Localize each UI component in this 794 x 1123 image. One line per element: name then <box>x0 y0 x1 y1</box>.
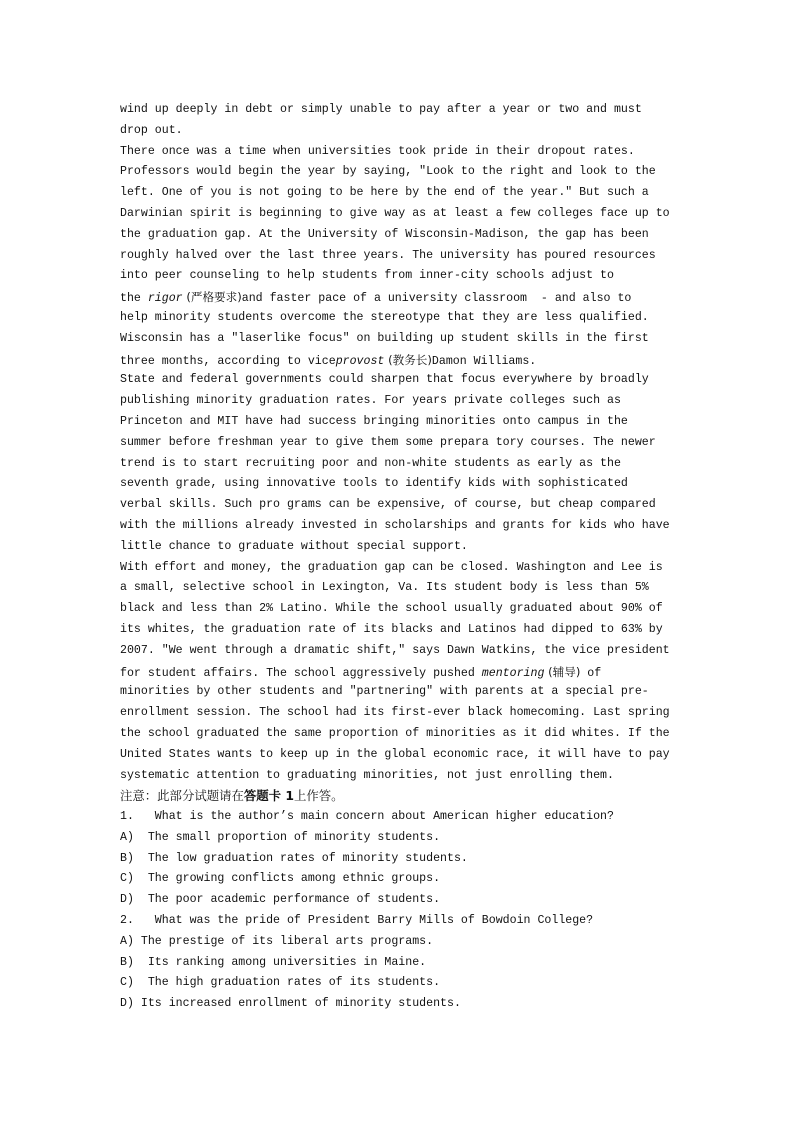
question-stem: 2. What was the pride of President Barry Mills of Bowdoin College? <box>120 914 594 928</box>
answer-option: C) The growing conflicts among ethnic groups. <box>120 872 441 886</box>
passage-line: help minority students overcome the stereotype that they are less qualified. <box>120 310 649 324</box>
passage-line: left. One of you is not going to be here by the end of the year." But such a <box>120 186 649 200</box>
answer-option: A) The prestige of its liberal arts programs. <box>120 934 434 948</box>
answer-option: D) The poor academic performance of students. <box>120 893 441 907</box>
passage-line: There once was a time when universities took pride in their dropout rates. <box>120 144 635 158</box>
passage-line: Princeton and MIT have had success bringing minorities onto campus in the <box>120 414 628 428</box>
glossed-word-mentoring: mentoring <box>481 666 545 680</box>
answer-option: D) Its increased enrollment of minority students. <box>120 997 461 1011</box>
passage-line: drop out. <box>120 123 183 137</box>
passage-line: Wisconsin has a "laserlike focus" on building up student skills in the first <box>120 331 649 345</box>
passage-line: the school graduated the same proportion of minorities as it did whites. If the <box>120 726 670 740</box>
reading-passage <box>120 100 676 786</box>
passage-line: for student affairs. The school aggressively pushed mentoring (辅导) of <box>120 664 602 680</box>
passage-line: systematic attention to graduating minorities, not just enrolling them. <box>120 768 614 782</box>
passage-line: little chance to graduate without special support. <box>120 539 468 553</box>
passage-line: the rigor (严格要求)and faster pace of a university classroom - and also to <box>120 290 632 306</box>
passage-line: seventh grade, using innovative tools to identify kids with sophisticated <box>120 477 628 491</box>
question-block <box>120 807 676 911</box>
passage-line: its whites, the graduation rate of its blacks and Latinos had dipped to 63% by <box>120 622 663 636</box>
answer-option: C) The high graduation rates of its students. <box>120 976 441 990</box>
passage-line: With effort and money, the graduation gap can be closed. Washington and Lee is <box>120 560 663 574</box>
answer-sheet-label: 答题卡 1 <box>243 788 295 804</box>
passage-line: roughly halved over the last three years. The university has poured resources <box>120 248 656 262</box>
gloss-provost: (教务长) <box>384 352 432 367</box>
passage-line: a small, selective school in Lexington, Va. Its student body is less than 5% <box>120 581 649 595</box>
passage-line: Darwinian spirit is beginning to give way as at least a few colleges face up to <box>120 206 670 220</box>
glossed-word-provost: provost <box>335 354 385 368</box>
answer-sheet-note: 注意：此部分试题请在答题卡 1上作答。 <box>120 788 344 804</box>
gloss-mentoring: (辅导) <box>544 664 581 679</box>
passage-line: trend is to start recruiting poor and non-white students as early as the <box>120 456 621 470</box>
passage-line: the graduation gap. At the University of Wisconsin-Madison, the gap has been <box>120 227 649 241</box>
gloss-rigor: (严格要求) <box>182 290 242 305</box>
passage-line: United States wants to keep up in the global economic race, it will have to pay <box>120 747 670 761</box>
passage-line: enrollment session. The school had its first-ever black homecoming. Last spring <box>120 706 670 720</box>
answer-option: B) The low graduation rates of minority students. <box>120 851 468 865</box>
passage-line: into peer counseling to help students from inner-city schools adjust to <box>120 269 614 283</box>
passage-line: black and less than 2% Latino. While the school usually graduated about 90% of <box>120 602 663 616</box>
question-block <box>120 911 676 1015</box>
passage-line: publishing minority graduation rates. For years private colleges such as <box>120 394 621 408</box>
passage-line: wind up deeply in debt or simply unable to pay after a year or two and must <box>120 103 642 116</box>
passage-line: minorities by other students and "partnering" with parents at a special pre- <box>120 685 649 699</box>
passage-line: three months, according to viceprovost (教务长)Damon Williams. <box>120 352 537 368</box>
glossed-word-rigor: rigor <box>147 292 183 306</box>
answer-option: A) The small proportion of minority students. <box>120 830 441 844</box>
passage-line: 2007. "We went through a dramatic shift," says Dawn Watkins, the vice president <box>120 643 670 657</box>
passage-line: with the millions already invested in scholarships and grants for kids who have <box>120 518 670 532</box>
exam-page <box>120 100 676 1015</box>
question-stem: 1. What is the author’s main concern about American higher education? <box>120 810 614 824</box>
passage-line: summer before freshman year to give them some prepara tory courses. The newer <box>120 435 656 449</box>
passage-line: Professors would begin the year by saying, "Look to the right and look to the <box>120 165 656 179</box>
passage-line: verbal skills. Such pro grams can be expensive, of course, but cheap compared <box>120 498 656 512</box>
answer-option: B) Its ranking among universities in Maine. <box>120 955 427 969</box>
passage-line: State and federal governments could sharpen that focus everywhere by broadly <box>120 373 649 387</box>
